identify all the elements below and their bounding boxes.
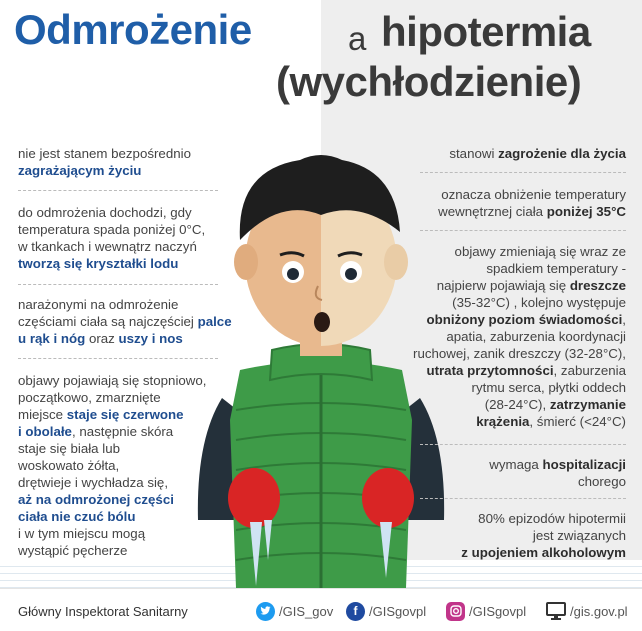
frostbite-fact-1: nie jest stanem bezpośrednio zagrażającym życiu (18, 146, 191, 178)
facebook-icon: f (346, 602, 365, 621)
facebook-handle: /GISgovpl (369, 603, 427, 619)
right-divider-4 (420, 498, 626, 499)
twitter-icon (256, 602, 275, 621)
website-link[interactable] (546, 601, 628, 621)
hypothermia-fact-5: 80% epizodów hipotermii jest związanych z upojeniem alkoholowym (461, 511, 626, 560)
hypothermia-fact-1: stanowi zagrożenie dla życia (449, 146, 626, 161)
frostbite-title: Odmrożenie (14, 6, 252, 53)
hypothermia-fact-3: objawy zmieniają się wraz ze spadkiem temperatury - najpierw pojawiają się dreszcze (35-32°C) , kolejno występuje obniżony poziom świadomości, apatia, zaburzenia koordynacji ruchowej, zanik dreszczy (32-28°C), utrata przytomności, zaburzenia rytmu serca, płytki oddech (28-24°C), zatrzymanie krążenia, śmierć (<24°C) (413, 244, 626, 429)
left-divider-3 (18, 358, 218, 359)
footer (0, 588, 642, 631)
title-connector: a (348, 20, 367, 57)
monitor-icon (546, 602, 566, 620)
hypothermia-title: hipotermia (381, 8, 591, 55)
instagram-handle: /GISgovpl (469, 603, 527, 619)
frostbite-fact-4: objawy pojawiają się stopniowo, początkowo, zmarznięte miejsce staje się czerwone i obolałe, następnie skóra staje się biała lub woskowato żółta, drętwieje i wychładza się, aż na odmrożonej części ciała nie czuć bólu i w tym miejscu mogą wystąpić pęcherze (18, 373, 207, 558)
left-divider-2 (18, 284, 218, 285)
hypothermia-subtitle: (wychłodzienie) (276, 58, 582, 105)
instagram-icon (446, 602, 465, 621)
right-divider-1 (420, 172, 626, 173)
frostbite-fact-2: do odmrożenia dochodzi, gdy temperatura spada poniżej 0°C, w tkankach i wewnątrz naczyń tworzą się kryształki lodu (18, 205, 206, 271)
right-divider-2 (420, 230, 626, 231)
twitter-link[interactable] (256, 601, 333, 621)
frostbite-fact-3: narażonymi na odmrożenie częściami ciała są najczęściej palce u rąk i nóg oraz uszy i nos (18, 297, 232, 346)
org-name: Główny Inspektorat Sanitarny (18, 604, 188, 619)
hypothermia-fact-2: oznacza obniżenie temperatury wewnętrznej ciała poniżej 35°C (438, 187, 626, 219)
facebook-link[interactable] (346, 601, 426, 621)
website-url: /gis.gov.pl (570, 603, 628, 619)
right-divider-3 (420, 444, 626, 445)
left-divider-1 (18, 190, 218, 191)
instagram-link[interactable] (446, 601, 526, 621)
hypothermia-fact-4: wymaga hospitalizacji chorego (489, 457, 626, 489)
twitter-handle: /GIS_gov (279, 603, 334, 619)
